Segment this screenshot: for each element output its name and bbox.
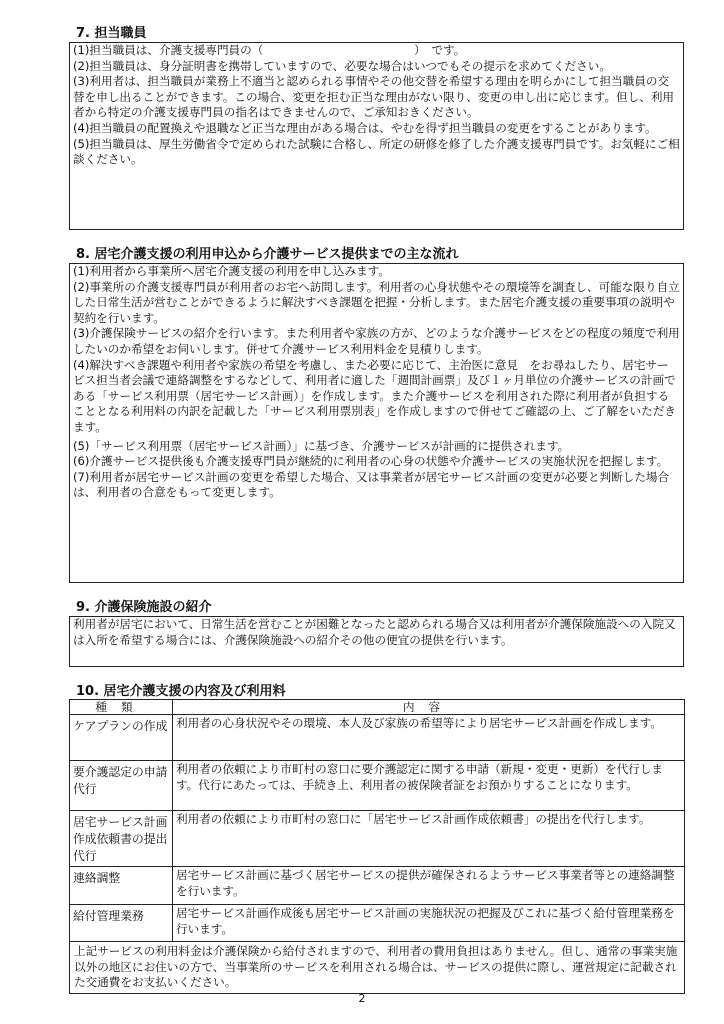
section8-item-2: (2)事業所の介護支援専門員が利用者のお宅へ訪問します。利用者の心身状態やその環境等を調査し、可能な限り自立した日常生活が営むことができるように解決すべき課題を把握・分析します。また居宅介護支援の重要事項の説明や契約を行います。: [73, 279, 680, 325]
section8-item-3: (3)介護保険サービスの紹介を行います。また利用者や家族の方が、どのような介護サービスをどの程度の頻度で利用したいのか希望をお伺いします。併せて介護サービス利用料金を見積りします。: [73, 326, 680, 356]
row-type: 給付管理業務: [70, 905, 173, 942]
service-table: [69, 699, 685, 994]
row-type: 居宅サービス計画作成依頼書の提出代行: [70, 811, 173, 867]
row-content: 利用者の心身状況やその環境、本人及び家族の希望等により居宅サービス計画を作成します。: [173, 715, 685, 761]
table-row: [70, 761, 685, 811]
section8-item-1: (1)利用者から事業所へ居宅介護支援の利用を申し込みます。: [73, 264, 390, 278]
section10-title: 10. 居宅介護支援の内容及び利用料: [76, 684, 286, 699]
section8-box: [69, 263, 684, 583]
row-type: ケアプランの作成: [70, 715, 173, 761]
table-row: [70, 715, 685, 761]
section7-item-5: (5)担当職員は、厚生労働省令で定められた試験に合格し、所定の研修を修了した介護支援専門員です。お気軽にご相談ください。: [73, 136, 680, 167]
section9-body: 利用者が居宅において、日常生活を営むことが困難となったと認められる場合又は利用者が介護保険施設への入院又は入所を希望する場合には、介護保険施設への紹介その他の便宜の提供を行います。: [73, 617, 676, 647]
table-row: [70, 811, 685, 867]
section8-item-4: (4)解決すべき課題や利用者や家族の希望を考慮し、また必要に応じて、主治医に意見 をお尋ねしたり、居宅サービス担当者会議で連絡調整をするなどして、利用者に適した「週間計画票」及び１ヶ月単位の介護サービスの計画である「サービス利用票（居宅サービス計画）」を作成します。また介護サービスを利用された際に利用者が負担することとなる利用料の内訳を記載した「サービス利用票別表」を作成しますので併せてご確認の上、ご了解をいただきます。: [73, 357, 676, 434]
row-content: 居宅サービス計画に基づく居宅サービスの提供が確保されるようサービス事業者等との連絡調整を行います。: [173, 867, 685, 905]
table-row: [70, 905, 685, 942]
section7-item-1: (1)担当職員は、介護支援専門員の（ ） です。: [73, 43, 466, 57]
section8-title: 8. 居宅介護支援の利用申込から介護サービス提供までの主な流れ: [76, 247, 459, 262]
section8-item-7: (7)利用者が居宅サービス計画の変更を希望した場合、又は事業者が居宅サービス計画の変更が必要と判断した場合は、利用者の合意をもって変更します。: [73, 469, 670, 500]
fee-note: 上記サービスの利用料金は介護保険から給付されますので、利用者の費用負担はありません。但し、通常の事業実施以外の地区にお住いの方で、当事業所のサービスを利用される場合は、サービスの提供に際し、運営規定に記載された交通費をお支払いください。: [70, 942, 685, 994]
header-type: 種類: [70, 700, 173, 715]
table-row: [70, 867, 685, 905]
section8-item-6: (6)介護サービス提供後も介護支援専門員が継続的に利用者の心身の状態や介護サービスの実施状況を把握します。: [73, 454, 669, 469]
section7-box: [69, 42, 684, 230]
section7-item-4: (4)担当職員の配置換えや退職など正当な理由がある場合は、やむを得ず担当職員の変更をすることがあります。: [73, 120, 657, 135]
row-content: 居宅サービス計画作成後も居宅サービス計画の実施状況の把握及びこれに基づく給付管理業務を行います。: [173, 905, 685, 942]
section9-title: 9. 介護保険施設の紹介: [76, 600, 212, 615]
row-type: 要介護認定の申請代行: [70, 761, 173, 811]
service-table-header: [70, 700, 685, 715]
row-content: 利用者の依頼により市町村の窓口に要介護認定に関する申請（新規・変更・更新）を代行します。代行にあたっては、手続き上、利用者の被保険者証をお預かりすることになります。: [173, 761, 685, 811]
section7-item-2: (2)担当職員は、身分証明書を携帯していますので、必要な場合はいつでもその提示を求めてください。: [73, 58, 611, 73]
row-type: 連絡調整: [70, 867, 173, 905]
row-content: 利用者の依頼により市町村の窓口に「居宅サービス計画作成依頼書」の提出を代行します。: [173, 811, 685, 867]
section9-box: [69, 616, 684, 667]
page-number: 2: [358, 992, 366, 1005]
table-note-row: [70, 942, 685, 994]
section7-item-3: (3)利用者は、担当職員が業務上不適当と認められる事情やその他交替を希望する理由を明らかにして担当職員の交替を申し出ることができます。この場合、変更を拒む正当な理由がない限り、変更の申し出に応じます。但し、利用者から特定の介護支援専門員の指名はできませんので、ご承知おきください。: [73, 74, 675, 120]
header-content: 内容: [173, 700, 685, 715]
section8-item-5: (5)「サービス利用票（居宅サービス計画）」に基づき、介護サービスが計画的に提供されます。: [73, 438, 570, 453]
section7-title: 7. 担当職員: [76, 26, 147, 41]
